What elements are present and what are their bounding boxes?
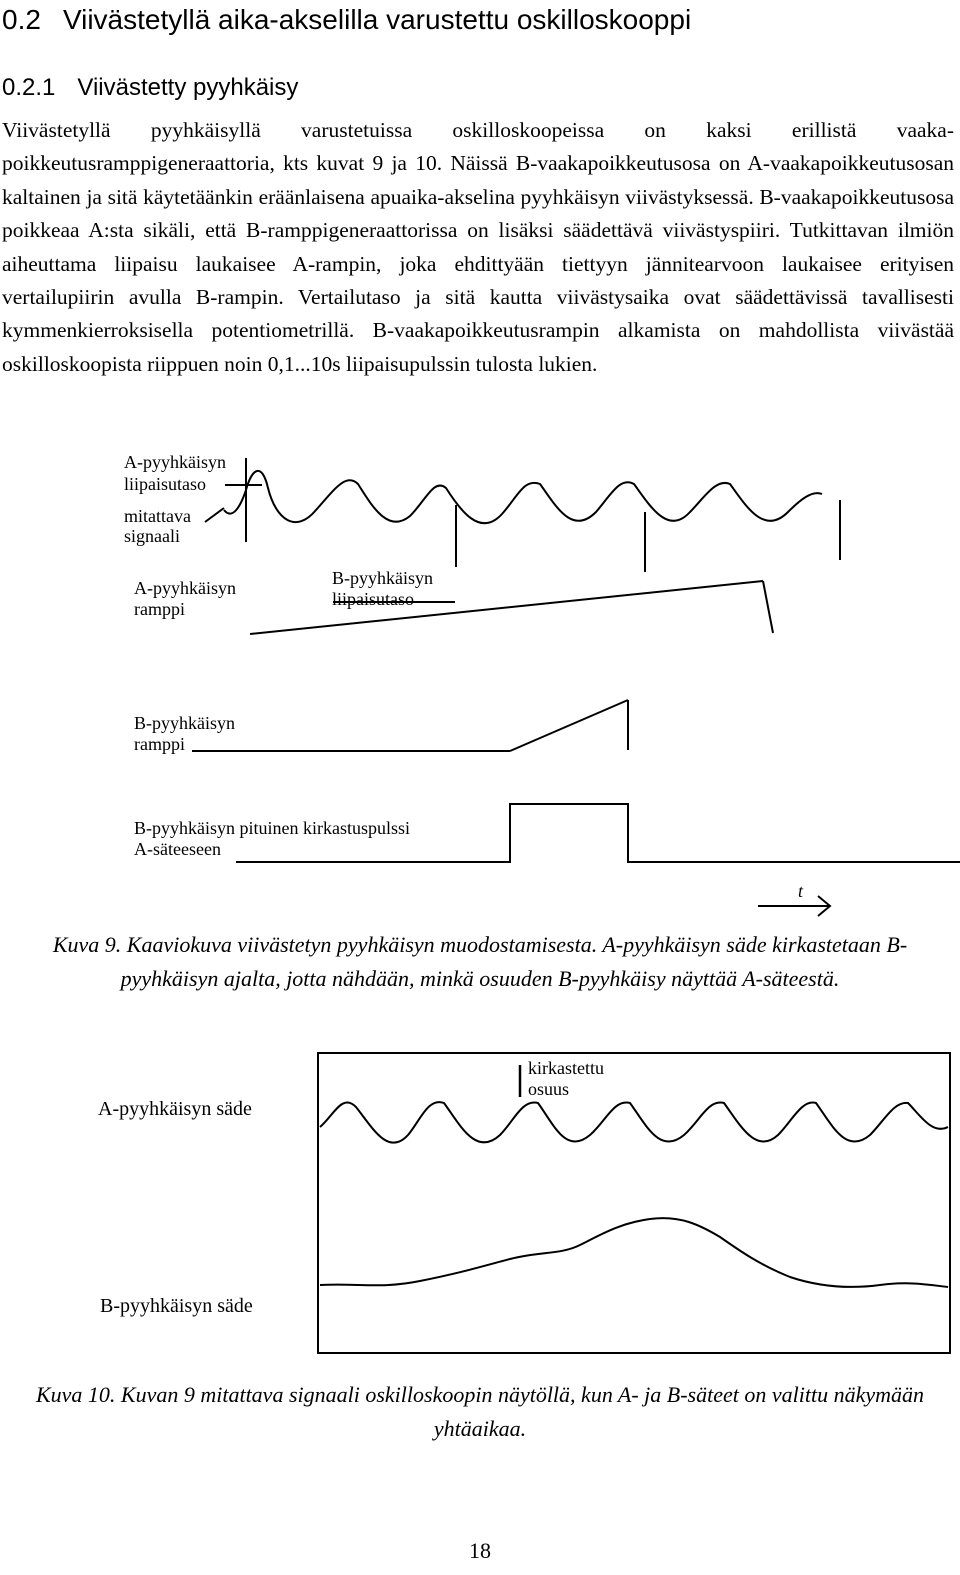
figure-10-diagram xyxy=(0,1045,960,1370)
a-ramp-line xyxy=(250,581,763,634)
a-trigger-label-line1: A-pyyhkäisyn xyxy=(124,452,226,472)
subsection-title: Viivästetty pyyhkäisy xyxy=(77,74,299,101)
brightened-label-line1: kirkastettu xyxy=(528,1058,604,1078)
a-trace-label: A-pyyhkäisyn säde xyxy=(98,1098,252,1120)
page-number: 18 xyxy=(469,1538,491,1563)
pulse-label-line1: B-pyyhkäisyn pituinen kirkastuspulssi xyxy=(134,818,410,838)
pulse-label-line2: A-säteeseen xyxy=(134,839,221,859)
subsection-number: 0.2.1 xyxy=(2,74,56,101)
figure-9-labels xyxy=(124,452,804,901)
time-axis-label: t xyxy=(798,881,804,901)
figure-9-caption: Kuva 9. Kaaviokuva viivästetyn pyyhkäisyn muodostamisesta. A-pyyhkäisyn säde kirkastetaan B-pyyhkäisyn ajalta, jotta nähdään, minkä osuuden B-pyyhkäisy näyttää A-säteestä. xyxy=(52,932,908,991)
signal-label-pointer xyxy=(205,508,224,522)
measured-signal-wave xyxy=(224,471,822,523)
section-heading xyxy=(2,2,691,38)
a-ramp-reset-line xyxy=(763,581,773,633)
b-trace-label: B-pyyhkäisyn säde xyxy=(100,1295,253,1317)
signal-label-line1: mitattava xyxy=(124,506,191,526)
section-number: 0.2 xyxy=(2,4,41,35)
figure-10-caption: Kuva 10. Kuvan 9 mitattava signaali oskilloskoopin näytöllä, kun A- ja B-säteet on valittu näkymään yhtäaikaa. xyxy=(35,1382,925,1441)
screen-frame xyxy=(318,1053,950,1353)
figure-10-labels xyxy=(98,1058,604,1317)
section-title: Viivästetyllä aika-akselilla varustettu oskilloskooppi xyxy=(62,4,692,35)
a-trigger-label-line2: liipaisutaso xyxy=(124,474,206,494)
a-ramp-label-line2: ramppi xyxy=(134,599,185,619)
b-trace-wave xyxy=(320,1218,948,1287)
subsection-heading xyxy=(2,72,298,104)
b-trigger-label-line1: B-pyyhkäisyn xyxy=(332,568,433,588)
signal-label-line2: signaali xyxy=(124,526,180,546)
b-ramp-rise xyxy=(510,700,628,751)
a-trace-wave xyxy=(320,1102,948,1143)
b-ramp-label-line2: ramppi xyxy=(134,734,185,754)
b-trigger-label-line2: liipaisutaso xyxy=(332,589,414,609)
a-ramp-label-line1: A-pyyhkäisyn xyxy=(134,578,236,598)
figure-9-diagram xyxy=(0,450,960,930)
brightened-label-line2: osuus xyxy=(528,1079,570,1099)
b-ramp-label-line1: B-pyyhkäisyn xyxy=(134,713,235,733)
body-paragraph: Viivästetyllä pyyhkäisyllä varustetuissa oskilloskoopeissa on kaksi erillistä vaaka-poikkeutusramppigeneraattoria, kts kuvat 9 ja 10. Näissä B-vaakapoikkeutusosa on A-vaakapoikkeutusosan kaltainen ja sitä käytetäänkin eräänlaisena apuaika-akselina pyyhkäisyn viivästyksessä. B-vaakapoikkeutusosa poikkeaa A:sta sikäli, että B-ramppigeneraattorissa on lisäksi säädettävä viivästyspiiri. Tutkittavan ilmiön aiheuttama liipaisu laukaisee A-rampin, joka ehdittyään tiettyyn jännitearvoon laukaisee erityisen vertailupiirin avulla B-rampin. Vertailutaso ja sitä kautta viivästysaika ovat säädettävissä tavallisesti kymmenkierroksisella potentiometrillä. B-vaakapoikkeutusrampin alkamista on mahdollista viivästää oskilloskoopista riippuen noin 0,1...10s liipaisupulssin tulosta lukien. xyxy=(2,118,954,376)
